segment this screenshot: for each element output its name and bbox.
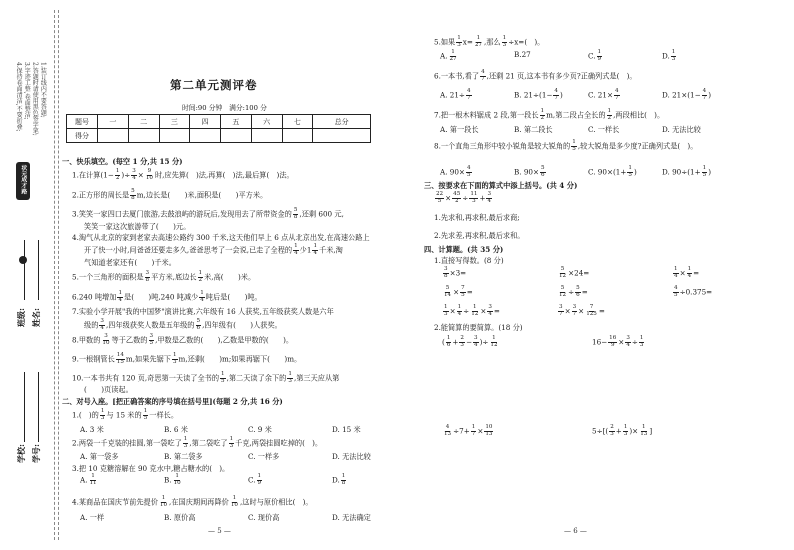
expression-s3: $\frac{22}{5}$ × $\frac{45}{2}$ ÷ $\frac{11}{3}$ + $\frac{3}{4}$ — [436, 191, 492, 204]
question-1-3: 3.笑笑一家四口去厦门旅游,去鼓浪屿的游玩后,发现用去了所带资金的 $\frac{5}{8}$ ,还剩 600 元, — [72, 207, 344, 220]
score-head-cell: 一 — [98, 115, 129, 129]
option[interactable]: B. 90× $\frac{5}{6}$ — [514, 165, 545, 178]
question-1-4-cont2: 气知道老家还有( )千米。 — [84, 258, 176, 267]
section-1-title: 一、快乐填空。(每空 1 分,共 15 分) — [62, 157, 183, 166]
choice-2-3: 3.把 10 克糖溶解在 90 克水中,糖占糖水的( )。 — [72, 464, 230, 473]
option[interactable]: D. 90÷(1+ $\frac{1}{5}$ ) — [662, 165, 712, 178]
note-4: 4.保持卷面清洁,不要折叠; — [15, 62, 23, 132]
page-title: 第二单元测评卷 — [170, 78, 258, 92]
binding-line-2 — [58, 10, 59, 540]
question-1-4-cont: 开了快一小时,问爸爸还要走多久,爸爸思考了一会说,已走了全程的 $\frac{1}{4}$ 少1 $\frac{1}{4}$ 千米,淘 — [84, 243, 343, 256]
option[interactable]: B. 第二段长 — [514, 125, 553, 134]
score-cell[interactable] — [159, 129, 190, 143]
option[interactable]: A. 第一段长 — [440, 125, 479, 134]
class-label: 班级: — [15, 308, 26, 327]
option[interactable]: D. 15 米 — [332, 425, 361, 434]
note-1: 1.装订线内不要答题; — [39, 62, 47, 118]
question-1-10: 10.一本书共有 120 页,奇思第一天读了全书的 $\frac{1}{5}$ ,第二天读了余下的 $\frac{1}{3}$ ,第三天应从第 — [72, 371, 340, 384]
question-1-3-cont: 笑笑一家这次旅游带了( )元。 — [84, 222, 191, 231]
option[interactable]: B. 6 米 — [164, 425, 188, 434]
score-cell[interactable] — [221, 129, 252, 143]
score-cell[interactable] — [190, 129, 221, 143]
option[interactable]: D. 无法比较 — [332, 452, 371, 461]
choice-2-5: 5.如果 $\frac{1}{3}$ x= $\frac{1}{27}$ ,那么 $\frac{1}{3}$ ÷x=( )。 — [434, 35, 545, 48]
score-cell[interactable] — [313, 129, 371, 143]
option[interactable]: A. $\frac{1}{11}$ — [80, 473, 97, 486]
simplify-item: $\frac{4}{13}$ ÷7+ $\frac{1}{7}$ × $\frac{10}{13}$ — [444, 424, 493, 437]
option[interactable]: C. 一样多 — [248, 452, 280, 461]
note-2: 2.答题时请使用黑色签字笔; — [31, 62, 39, 136]
score-cell[interactable] — [128, 129, 159, 143]
calc-item: $\frac{5}{14}$ × $\frac{7}{5}$ = — [444, 285, 473, 298]
calc-item: $\frac{1}{4}$ × $\frac{1}{4}$ = — [674, 266, 700, 279]
class-field[interactable] — [24, 240, 25, 300]
option[interactable]: C. $\frac{1}{9}$ — [248, 473, 262, 486]
option[interactable]: C. 9 米 — [248, 425, 272, 434]
page-number-right: — 6 — — [564, 527, 587, 535]
section-4-title: 四、计算题。(共 35 分) — [424, 245, 504, 254]
option[interactable]: C. 90×(1+ $\frac{1}{5}$ ) — [588, 165, 637, 178]
option[interactable]: D. 无法比较 — [662, 125, 701, 134]
option[interactable]: B.27 — [514, 50, 531, 59]
note-3: 3.字迹工整,卷面整洁; — [23, 62, 31, 120]
option[interactable]: D. $\frac{1}{3}$ — [662, 49, 676, 62]
simplify-item: 16− $\frac{16}{9}$ × $\frac{3}{4}$ ÷ $\frac{1}{3}$ — [592, 335, 644, 348]
id-label: 学号: — [30, 444, 41, 463]
option[interactable]: C. 一样长 — [588, 125, 620, 134]
score-cell[interactable] — [98, 129, 129, 143]
choice-2-2: 2.两袋一千克装的挂圆,第一袋吃了 $\frac{1}{3}$ ,第二袋吃了 $\frac{1}{3}$ 千克,两袋挂圆吃掉的( )。 — [72, 436, 323, 449]
question-1-4: 4.淘气从北京的家到老家去高速公路约 300 千米,这天他们早上 6 点从北京出发,在高速公路上 — [72, 233, 370, 242]
option[interactable]: A. 3 米 — [80, 425, 104, 434]
section-2-title: 二、对号入座。[把正确答案的序号填在括号里](每题 2 分,共 16 分) — [62, 397, 283, 406]
option[interactable]: C. 21× $\frac{4}{7}$ — [588, 88, 619, 101]
brand-text: 状元成才路 — [19, 165, 26, 194]
score-input-row — [67, 129, 371, 143]
simplify-item: ( $\frac{1}{6}$ + $\frac{2}{3}$ − $\frac{3}{4}$ )÷ $\frac{1}{12}$ — [442, 335, 498, 348]
score-cell[interactable] — [282, 129, 313, 143]
question-1-8: 8.甲数的 $\frac{3}{10}$ 等于乙数的 $\frac{3}{5}$ ,甲数是乙数的( ),乙数是甲数的( )。 — [72, 333, 294, 346]
choice-2-1: 1.( )的 $\frac{1}{3}$ 与 15 米的 $\frac{1}{5}$ 一样长。 — [72, 408, 179, 421]
calc-item: $\frac{3}{8}$ ×3= — [444, 266, 467, 279]
option[interactable]: B. $\frac{1}{10}$ — [164, 473, 181, 486]
option[interactable]: A. 一样 — [80, 513, 105, 522]
question-1-5: 5.一个三角形的面积是 $\frac{3}{8}$ 平方米,底边长 $\frac{1}{2}$ 米,高( )米。 — [72, 270, 256, 283]
score-head-cell: 七 — [282, 115, 313, 129]
option[interactable]: A. 90× $\frac{4}{5}$ — [440, 165, 471, 178]
score-table — [66, 114, 371, 143]
s3-item-1: 1.先求和,再求积,最后求商; — [434, 213, 520, 222]
question-1-10-cont: ( )页读起。 — [84, 385, 133, 394]
score-head-cell: 题号 — [67, 115, 98, 129]
question-1-7: 7.实验小学开展"我的中国梦"演讲比赛,六年级有 16 人获奖,五年级获奖人数是六年 — [72, 307, 334, 316]
option[interactable]: C. $\frac{1}{9}$ — [588, 49, 602, 62]
binding-hole — [19, 256, 27, 264]
choice-2-7: 7.把一根木料锯成 2 段,第一段长 $\frac{1}{2}$ m,第二段占全长的 $\frac{1}{2}$ ,两段相比( )。 — [434, 108, 665, 121]
choice-2-8: 8.一个直角三角形中较小锐角是较大锐角的 $\frac{1}{5}$ ,较大锐角是多少度?正确列式是( )。 — [434, 139, 698, 152]
calc-item: $\frac{3}{7}$ × $\frac{3}{7}$ × $\frac{7}{125}$ = — [559, 304, 605, 317]
score-header-row — [67, 115, 371, 129]
school-field[interactable] — [24, 372, 25, 442]
option[interactable]: D. 无法确定 — [332, 513, 371, 522]
choice-2-6: 6.一本书,看了 $\frac{4}{7}$ ,还剩 21 页,这本书有多少页?正确列式是( )。 — [434, 69, 637, 82]
question-1-6: 6.240 吨增加 $\frac{1}{4}$ 是( )吨,240 吨减少 $\frac{1}{4}$ 吨后是( )吨。 — [72, 290, 262, 303]
calc-item: $\frac{1}{3}$ × $\frac{1}{4}$ ÷ $\frac{1}{12}$ × $\frac{3}{4}$ = — [444, 304, 500, 317]
s4-part-2-title: 2.能简算的要简算。(18 分) — [434, 323, 523, 332]
calc-item: $\frac{4}{5}$ ÷0.375= — [674, 285, 713, 298]
question-1-9: 9.一根钢管长 $\frac{14}{15}$ m,如果先锯下 $\frac{1}{3}$ m,还剩( )m;如果再锯下( )m。 — [72, 352, 302, 365]
score-row-label: 得分 — [67, 129, 98, 143]
question-1-1: 1.在计算(1− $\frac{1}{2}$ )÷ $\frac{3}{4}$ × $\frac{9}{10}$ 时,应先算( )法,再算( )法,最后算( )法。 — [72, 168, 294, 181]
score-head-cell: 六 — [251, 115, 282, 129]
score-head-cell: 四 — [190, 115, 221, 129]
exam-time-info: 时间:90 分钟 满分:100 分 — [182, 104, 267, 112]
calc-item: $\frac{5}{12}$ ÷ $\frac{5}{6}$ = — [559, 285, 588, 298]
page-number-left: — 5 — — [208, 527, 231, 535]
option[interactable]: A. $\frac{1}{27}$ — [440, 49, 457, 62]
section-3-title: 三、按要求在下面的算式中添上括号。(共 4 分) — [424, 181, 578, 190]
calc-item: $\frac{5}{12}$ ×24= — [559, 266, 590, 279]
option[interactable]: B. 第二袋多 — [164, 452, 203, 461]
school-label: 学校: — [15, 444, 26, 463]
binding-line — [54, 10, 55, 540]
option[interactable]: D. $\frac{1}{8}$ — [332, 473, 346, 486]
question-1-7-cont: 级的 $\frac{3}{4}$ ,四年级获奖人数是五年级的 $\frac{5}{6}$ ,四年级有( )人获奖。 — [84, 318, 282, 331]
score-cell[interactable] — [251, 129, 282, 143]
score-head-cell: 二 — [128, 115, 159, 129]
option[interactable]: A. 21÷ $\frac{4}{7}$ — [440, 88, 471, 101]
id-field[interactable] — [38, 372, 39, 442]
option[interactable]: B. 原价高 — [164, 513, 196, 522]
s3-item-2: 2.先求差,再求积,最后求和。 — [434, 231, 525, 240]
option[interactable]: D. 21×(1− $\frac{4}{7}$ ) — [662, 88, 712, 101]
s4-part-1-title: 1.直接写得数。(8 分) — [434, 256, 504, 265]
name-label: 姓名: — [30, 308, 41, 327]
name-field[interactable] — [38, 240, 39, 300]
option[interactable]: A. 第一袋多 — [80, 452, 119, 461]
simplify-item: 5÷[( $\frac{2}{3}$ + $\frac{1}{3}$ )× $\frac{1}{13}$ ] — [592, 424, 653, 437]
score-head-cell: 三 — [159, 115, 190, 129]
option[interactable]: B. 21÷(1− $\frac{4}{7}$ ) — [514, 88, 563, 101]
option[interactable]: C. 现价高 — [248, 513, 280, 522]
score-head-cell: 五 — [221, 115, 252, 129]
question-1-2: 2.正方形的周长是 $\frac{5}{8}$ m,边长是( )米,面积是( )平方米。 — [72, 188, 268, 201]
choice-2-4: 4.某商品在国庆节前先提价 $\frac{1}{10}$ ,在国庆期间再降价 $\frac{1}{10}$ ,这时与原价相比( )。 — [72, 495, 313, 508]
score-head-cell: 总分 — [313, 115, 371, 129]
